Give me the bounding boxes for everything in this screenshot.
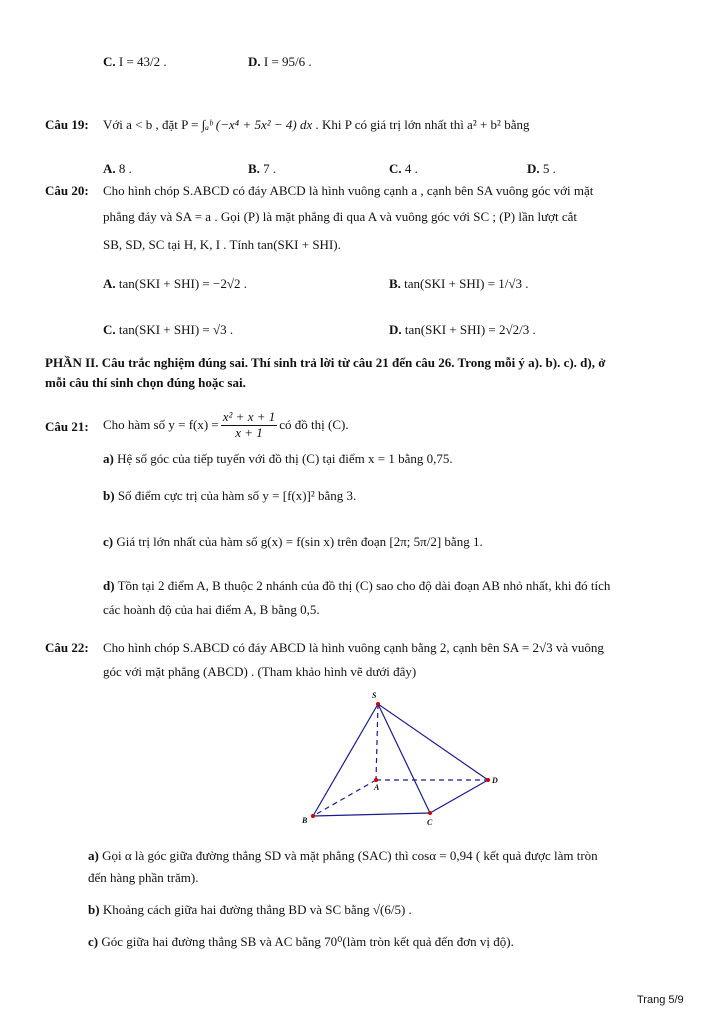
question-number: Câu 19: bbox=[45, 117, 89, 132]
edge-sa-hidden bbox=[376, 704, 378, 780]
edge-bc bbox=[313, 813, 430, 816]
statement-text: Góc giữa hai đường thẳng SB và AC bằng 70⁰(làm tròn kết quả đến đơn vị độ). bbox=[101, 934, 514, 949]
fraction-numerator: x² + x + 1 bbox=[222, 409, 276, 425]
q19-text-b: . Khi P có giá trị lớn nhất thì a² + b² bằng bbox=[315, 117, 530, 132]
statement-c bbox=[103, 534, 483, 550]
question-text bbox=[103, 117, 529, 133]
q22-line2: góc với mặt phẳng (ABCD) . (Tham khảo hình vẽ dưới đây) bbox=[103, 664, 417, 679]
q20-line1: Cho hình chóp S.ABCD có đáy ABCD là hình vuông cạnh a , cạnh bên SA vuông góc với mặt bbox=[103, 183, 594, 198]
pyramid-figure bbox=[295, 688, 515, 828]
option-label: A. bbox=[103, 276, 116, 291]
option-value: tan(SKI + SHI) = √3 . bbox=[118, 322, 234, 337]
option-c bbox=[103, 54, 167, 70]
option-label: C. bbox=[103, 322, 116, 337]
vertex-a bbox=[374, 778, 378, 782]
option-label: D. bbox=[389, 322, 402, 337]
answer-d bbox=[389, 322, 536, 338]
q20-line3: SB, SD, SC tại H, K, I . Tính tan(SKI + SHI). bbox=[103, 237, 341, 252]
option-value: 5 . bbox=[542, 161, 556, 176]
statement-text: Gọi α là góc giữa đường thẳng SD và mặt phẳng (SAC) thì cosα = 0,94 ( kết quả được làm tròn bbox=[102, 848, 598, 863]
statement-label: b) bbox=[88, 902, 100, 917]
fraction-denominator: x + 1 bbox=[235, 424, 263, 440]
statement-label: c) bbox=[103, 534, 114, 549]
label-c: C bbox=[427, 818, 433, 827]
edge-sd bbox=[378, 704, 488, 780]
answer-a bbox=[103, 161, 132, 177]
statement-text: Hệ số góc của tiếp tuyến với đồ thị (C) tại điểm x = 1 bằng 0,75. bbox=[117, 451, 453, 466]
statement-label: a) bbox=[103, 451, 114, 466]
option-label: B. bbox=[389, 276, 401, 291]
vertex-c bbox=[428, 811, 432, 815]
statement-d bbox=[103, 578, 610, 594]
answer-c bbox=[103, 322, 233, 338]
answer-c bbox=[389, 161, 418, 177]
option-label: C. bbox=[389, 161, 402, 176]
page-number: Trang 5/9 bbox=[637, 994, 684, 1006]
option-label: C. bbox=[103, 54, 116, 69]
answer-a bbox=[103, 276, 247, 292]
statement-label: c) bbox=[88, 934, 99, 949]
option-d bbox=[248, 54, 312, 70]
edge-cd bbox=[430, 780, 488, 813]
edge-sc bbox=[378, 704, 430, 813]
label-d: D bbox=[492, 776, 498, 785]
answer-b bbox=[248, 161, 276, 177]
q19-integral: ∫ₐᵇ (−x⁴ + 5x² − 4) dx bbox=[201, 117, 313, 132]
vertex-b bbox=[311, 814, 315, 818]
statement-d-cont: các hoành độ của hai điểm A, B bằng 0,5. bbox=[103, 602, 320, 617]
label-s: S bbox=[372, 691, 377, 700]
q20-line2: phẳng đáy và SA = a . Gọi (P) là mặt phẳng đi qua A và vuông góc với SC ; (P) lần lượt cắt bbox=[103, 209, 578, 224]
statement-a bbox=[103, 451, 453, 467]
vertex-s bbox=[376, 702, 380, 706]
option-label: B. bbox=[248, 161, 260, 176]
option-expr: I = 43/2 . bbox=[118, 54, 167, 69]
statement-a bbox=[88, 848, 598, 864]
statement-b bbox=[88, 902, 412, 918]
question-number: Câu 22: bbox=[45, 640, 89, 655]
fraction bbox=[221, 410, 277, 440]
q21-intro-b: có đồ thị (C). bbox=[279, 417, 349, 432]
vertex-d bbox=[486, 778, 490, 782]
answer-d bbox=[527, 161, 556, 177]
statement-text: Khoảng cách giữa hai đường thẳng BD và SC bằng √(6/5) . bbox=[102, 902, 412, 917]
option-value: tan(SKI + SHI) = 1/√3 . bbox=[404, 276, 529, 291]
option-value: 4 . bbox=[404, 161, 418, 176]
option-label: A. bbox=[103, 161, 116, 176]
edge-ab-hidden bbox=[313, 780, 376, 816]
statement-c bbox=[88, 934, 514, 950]
statement-b bbox=[103, 488, 356, 504]
statement-text: Giá trị lớn nhất của hàm số g(x) = f(sin x) trên đoạn [2π; 5π/2] bằng 1. bbox=[116, 534, 483, 549]
section-heading: PHẦN II. Câu trắc nghiệm đúng sai. Thí sinh trả lời từ câu 21 đến câu 26. Trong mỗi ý a). b). c). d), ở bbox=[45, 355, 606, 370]
option-label: D. bbox=[527, 161, 540, 176]
q21-intro bbox=[103, 405, 349, 445]
statement-label: b) bbox=[103, 488, 115, 503]
question-number: Câu 21: bbox=[45, 419, 89, 434]
q22-line1: Cho hình chóp S.ABCD có đáy ABCD là hình vuông cạnh bằng 2, cạnh bên SA = 2√3 và vuông bbox=[103, 640, 604, 655]
statement-label: d) bbox=[103, 578, 115, 593]
option-value: tan(SKI + SHI) = −2√2 . bbox=[118, 276, 247, 291]
question-number: Câu 20: bbox=[45, 183, 89, 198]
q19-text-a: Với a < b , đặt P = bbox=[103, 117, 202, 132]
label-a: A bbox=[374, 783, 380, 792]
option-value: 7 . bbox=[263, 161, 277, 176]
option-value: 8 . bbox=[118, 161, 132, 176]
option-expr: I = 95/6 . bbox=[263, 54, 312, 69]
statement-text: Tồn tại 2 điểm A, B thuộc 2 nhánh của đồ thị (C) sao cho độ dài đoạn AB nhỏ nhất, khi đó tích bbox=[117, 578, 611, 593]
answer-b bbox=[389, 276, 529, 292]
option-label: D. bbox=[248, 54, 261, 69]
q21-intro-a: Cho hàm số y = f(x) = bbox=[103, 417, 219, 432]
statement-text: Số điểm cực trị của hàm số y = [f(x)]² bằng 3. bbox=[117, 488, 357, 503]
statement-label: a) bbox=[88, 848, 99, 863]
option-value: tan(SKI + SHI) = 2√2/3 . bbox=[404, 322, 536, 337]
section-heading-cont: mỗi câu thí sinh chọn đúng hoặc sai. bbox=[45, 375, 246, 390]
label-b: B bbox=[302, 816, 308, 825]
edge-sb bbox=[313, 704, 378, 816]
statement-a-cont: đến hàng phần trăm). bbox=[88, 870, 199, 885]
